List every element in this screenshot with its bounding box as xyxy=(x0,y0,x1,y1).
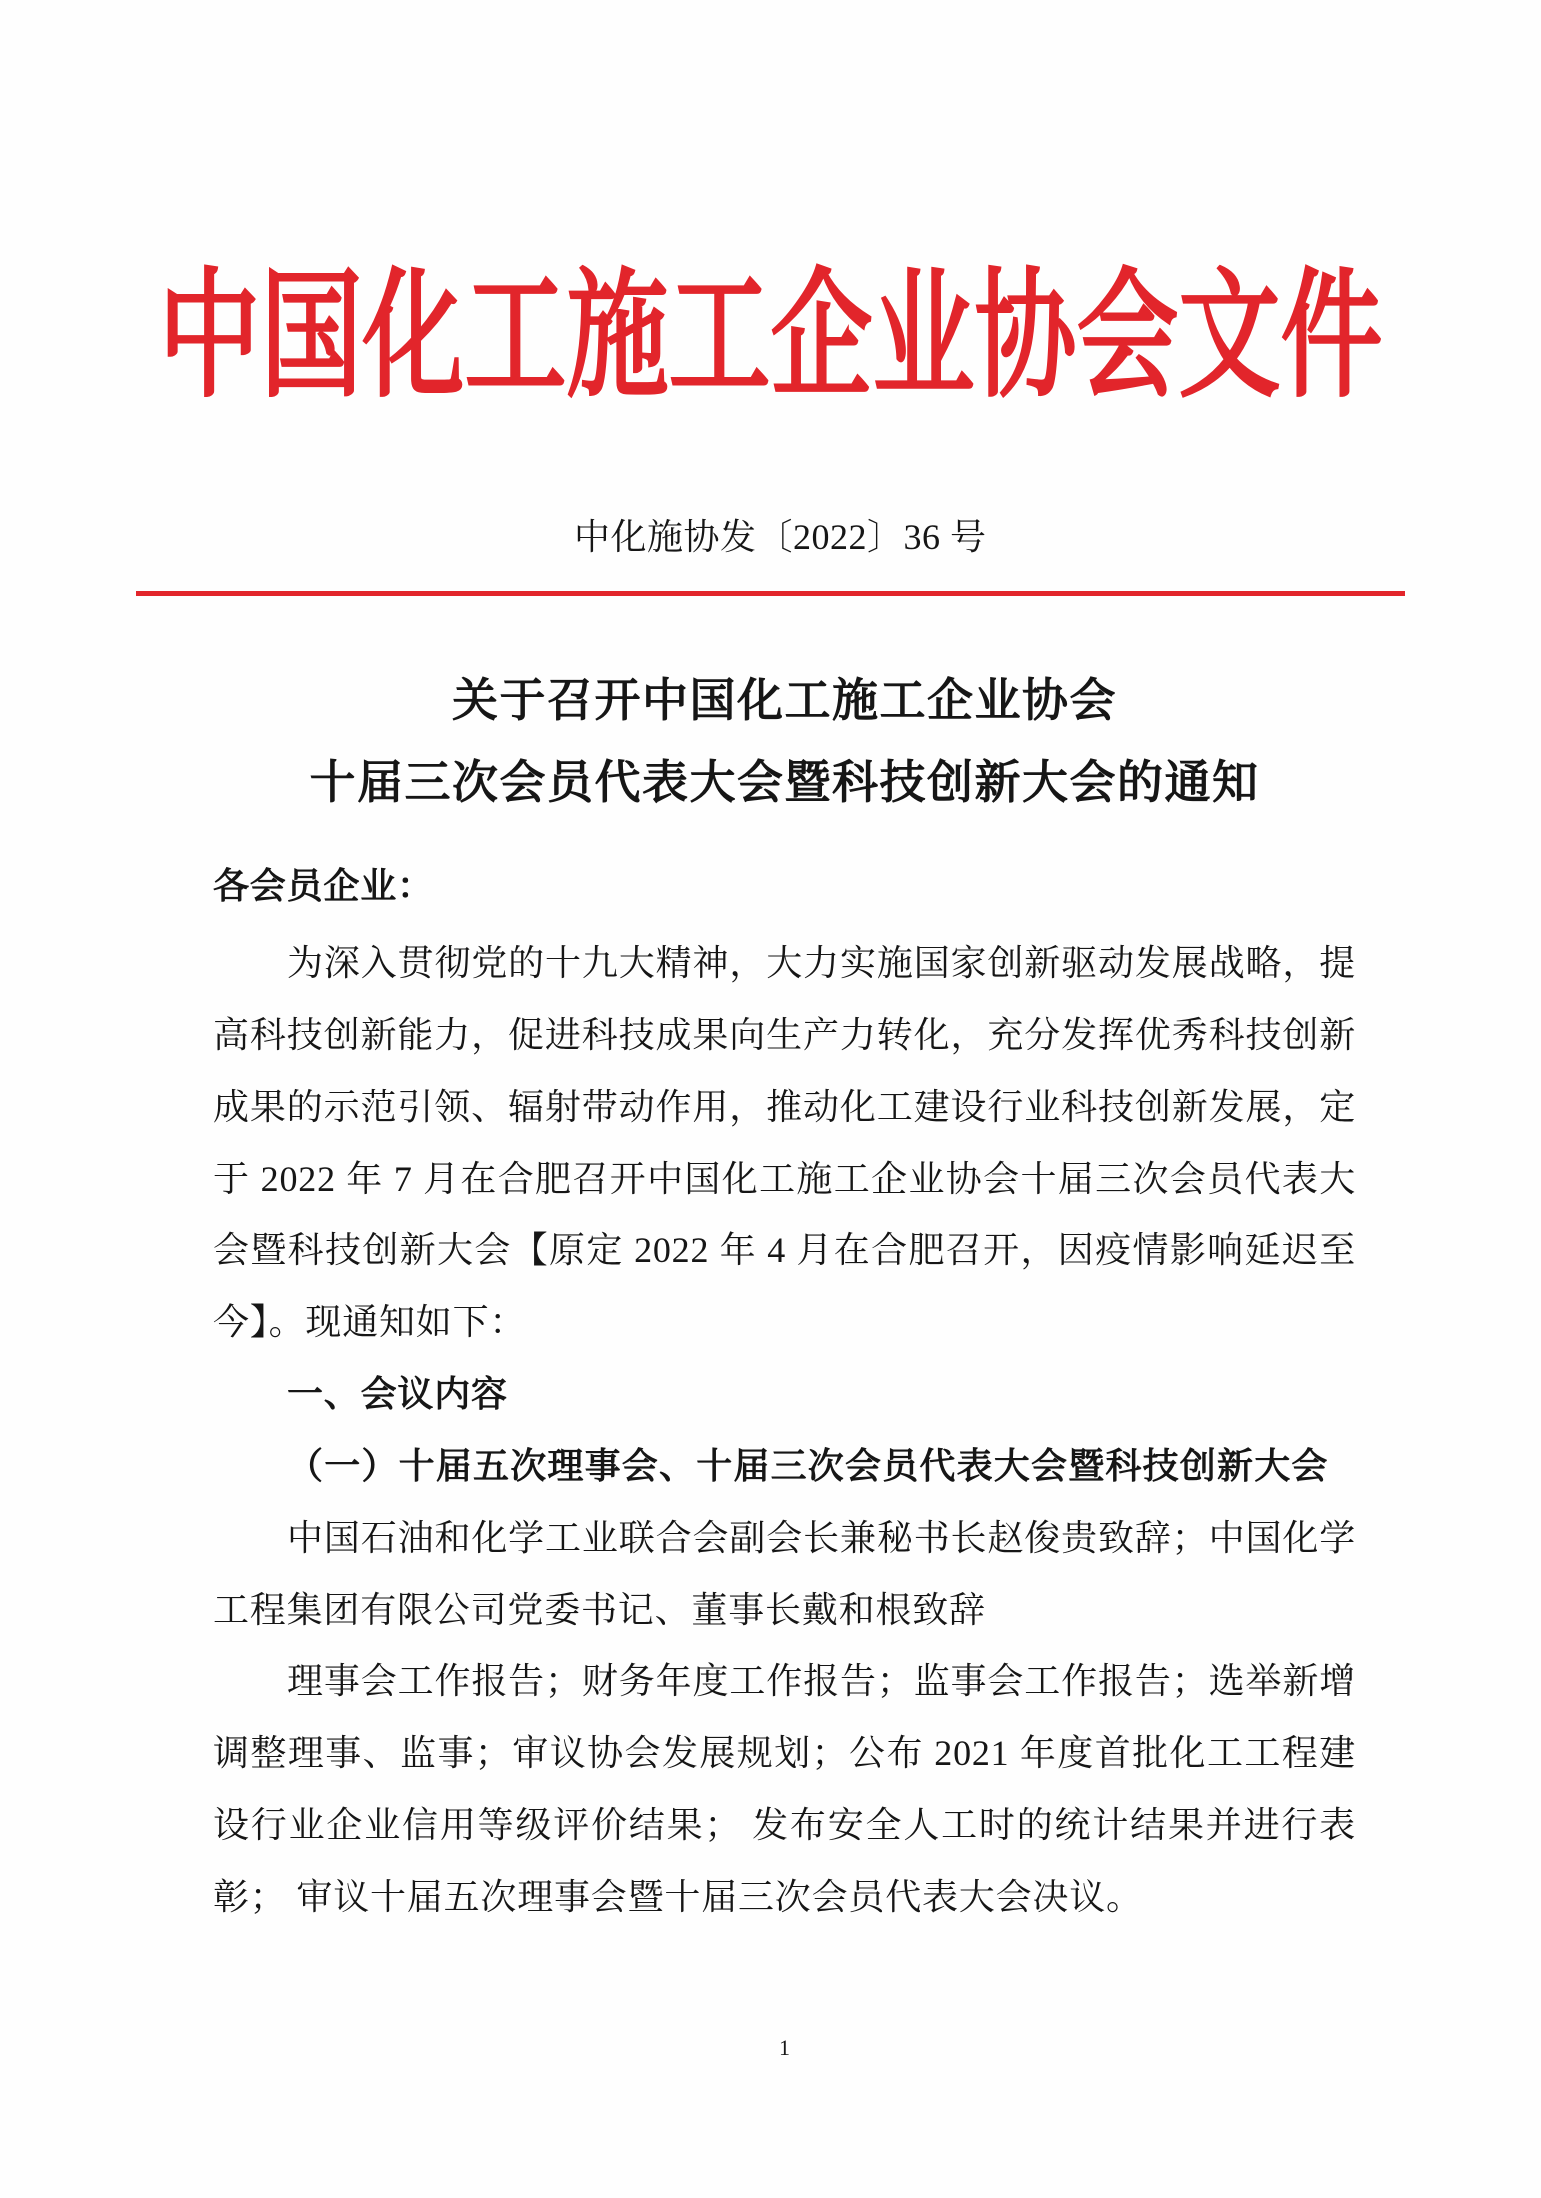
intro-line: 为深入贯彻党的十九大精神，大力实施国家创新驱动发展战略，提 xyxy=(287,943,1356,983)
salutation: 各会员企业： xyxy=(213,866,434,907)
intro-line: 于 2022 年 7 月在合肥召开中国化工施工企业协会十届三次会员代表大 xyxy=(213,1158,1356,1199)
agenda-paragraph xyxy=(213,1646,1356,1933)
agenda-line: 设行业企业信用等级评价结果； 发布安全人工时的统计结果并进行表 xyxy=(213,1805,1356,1846)
section-heading: 一、会议内容 xyxy=(287,1374,508,1416)
agenda-line: 彰； 审议十届五次理事会暨十届三次会员代表大会决议。 xyxy=(213,1876,1143,1917)
intro-line: 高科技创新能力，促进科技成果向生产力转化，充分发挥优秀科技创新 xyxy=(213,1014,1356,1055)
notice-title xyxy=(213,659,1356,823)
red-divider-line xyxy=(136,591,1405,596)
agenda-line: 调整理事、监事；审议协会发展规划；公布 2021 年度首批化工工程建 xyxy=(213,1733,1356,1774)
speech-line: 工程集团有限公司党委书记、董事长戴和根致辞 xyxy=(213,1589,986,1630)
document-number: 中化施协发〔2022〕36 号 xyxy=(574,517,987,557)
notice-title-line: 关于召开中国化工施工企业协会 xyxy=(452,673,1117,727)
speech-line: 中国石油和化学工业联合会副会长兼秘书长赵俊贵致辞；中国化学 xyxy=(287,1517,1356,1558)
issuer-header-title: 中国化工施工企业协会文件 xyxy=(158,253,1383,419)
agenda-line: 理事会工作报告；财务年度工作报告；监事会工作报告；选举新增 xyxy=(287,1661,1356,1702)
speech-paragraph xyxy=(213,1503,1356,1647)
intro-line: 会暨科技创新大会【原定 2022 年 4 月在合肥召开，因疫情影响延迟至 xyxy=(213,1230,1356,1271)
notice-body xyxy=(213,851,1356,1934)
page-number: 1 xyxy=(779,2035,790,2060)
subsection-heading: （一）十届五次理事会、十届三次会员代表大会暨科技创新大会 xyxy=(287,1445,1329,1487)
intro-line: 成果的示范引领、辐射带动作用，推动化工建设行业科技创新发展，定 xyxy=(213,1086,1356,1127)
notice-title-line: 十届三次会员代表大会暨科技创新大会的通知 xyxy=(309,755,1260,809)
intro-paragraph xyxy=(213,928,1356,1359)
intro-line: 今】。现通知如下： xyxy=(213,1302,527,1343)
